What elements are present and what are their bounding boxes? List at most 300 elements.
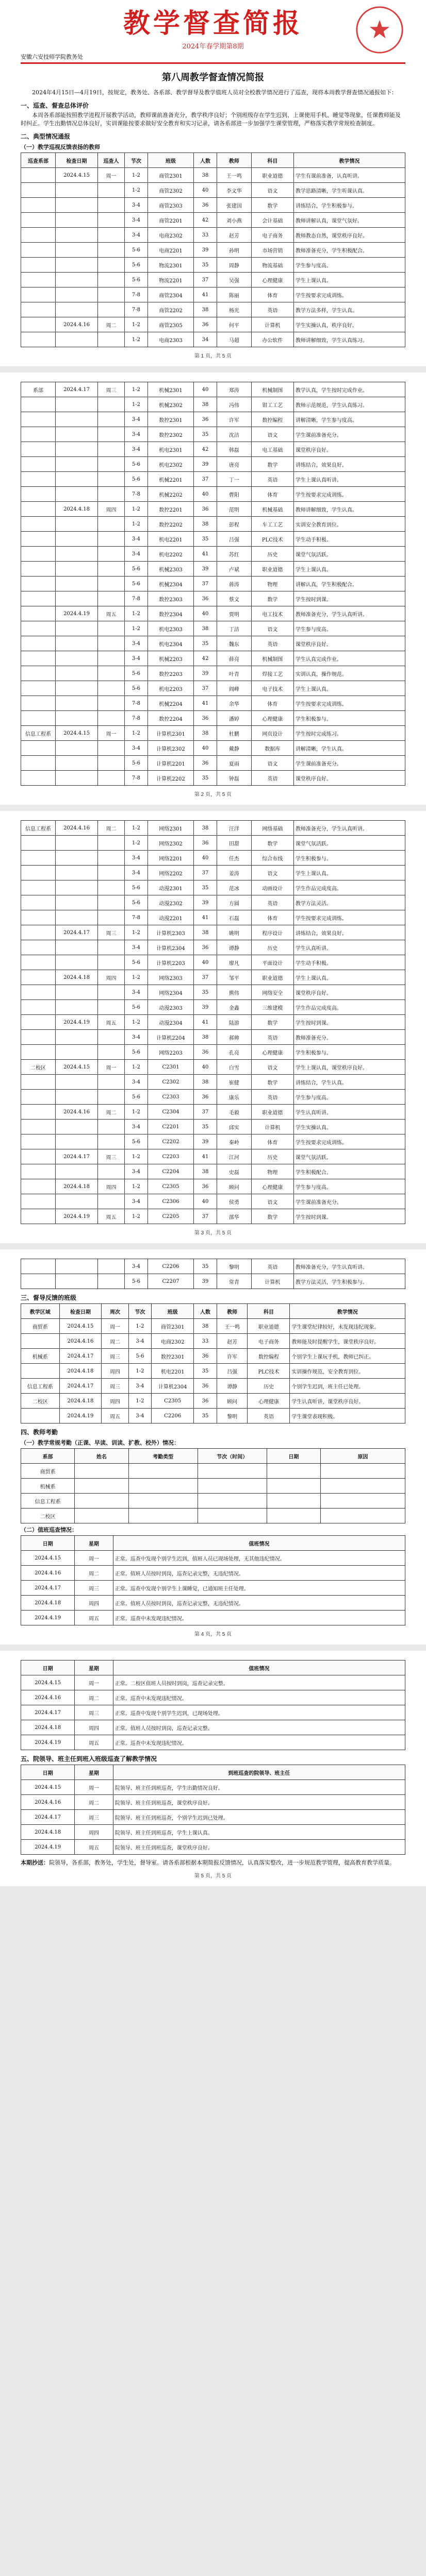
table-cell: 何平 — [217, 317, 251, 332]
table-cell: 综合布线 — [251, 851, 293, 866]
table-cell — [56, 547, 98, 562]
table-cell: 37 — [194, 472, 217, 487]
table-cell: 38 — [194, 517, 217, 532]
table-cell: 语文 — [251, 621, 293, 636]
table-cell: 2024.4.17 — [56, 382, 98, 397]
table-cell: 顾问 — [217, 1179, 251, 1194]
table-row — [21, 1274, 405, 1289]
table-cell: 37 — [194, 273, 217, 287]
table-cell — [267, 1479, 320, 1494]
table-row — [21, 382, 405, 397]
table-row — [21, 1164, 405, 1179]
table-cell — [56, 851, 98, 866]
column-header: 考勤类型 — [128, 1449, 198, 1464]
table-cell: 5-6 — [125, 457, 148, 472]
table-cell: 40 — [194, 851, 217, 866]
table-cell: 41 — [194, 1015, 217, 1030]
table-cell — [21, 651, 56, 666]
column-header: 日期 — [21, 1660, 75, 1675]
table-cell — [21, 940, 56, 955]
table-cell: 熊伟 — [217, 985, 251, 1000]
table-cell: 钟磊 — [217, 771, 251, 786]
table-cell: 周一 — [75, 1551, 113, 1566]
table-cell: 机电2203 — [148, 681, 193, 696]
page-number: 第 5 页，共 5 页 — [194, 1873, 232, 1879]
table-cell: 2024.4.16 — [56, 821, 98, 836]
table-cell: 信息工程系 — [21, 821, 56, 836]
table-cell: 2024.4.17 — [56, 925, 98, 940]
table-cell: 讲练结合，效果良好。 — [293, 457, 405, 472]
table-cell: 1-2 — [125, 183, 148, 198]
table-row — [21, 1551, 405, 1566]
table-cell: 39 — [194, 1274, 217, 1289]
table-cell: 蔡文 — [217, 591, 251, 606]
table-cell: 7-8 — [125, 287, 148, 302]
table-cell: 学生上课认真。 — [293, 866, 405, 880]
table-cell: 叶青 — [217, 666, 251, 681]
table-cell: 1-2 — [125, 821, 148, 836]
table-cell: 邱实 — [217, 1120, 251, 1134]
table-cell: 学生按时到课。 — [293, 1209, 405, 1224]
table-cell: 讲解清晰，学生参与度高。 — [293, 412, 405, 427]
table-cell — [97, 1259, 124, 1274]
table-cell: 个别学生迟到，班主任已处理。 — [290, 1379, 405, 1394]
table-cell: 3-4 — [125, 636, 148, 651]
table-cell: 周四 — [97, 970, 124, 985]
table-cell: 40 — [194, 606, 217, 621]
table-cell: 35 — [194, 880, 217, 895]
table-cell: 机械系 — [21, 1479, 75, 1494]
table-cell: 7-8 — [125, 696, 148, 711]
table-cell: 数学 — [251, 1209, 293, 1224]
table-cell — [97, 1000, 124, 1015]
table-row — [21, 487, 405, 502]
table-cell: C2206 — [152, 1409, 194, 1423]
table-cell: 教师准备充分，学生积极配合。 — [293, 243, 405, 258]
table-cell — [21, 287, 56, 302]
page-3 — [0, 811, 426, 1243]
table-cell: 33 — [194, 228, 217, 243]
table-cell — [56, 910, 98, 925]
table-row — [21, 851, 405, 866]
table-cell: 2024.4.15 — [21, 1780, 75, 1795]
table-cell: 5-6 — [125, 562, 148, 577]
table-cell: 41 — [194, 910, 217, 925]
column-header: 人数 — [194, 153, 217, 168]
table-cell: 3-4 — [128, 1334, 152, 1349]
table-cell: 数控2302 — [148, 427, 193, 442]
table-cell: 3-4 — [125, 198, 148, 213]
table-cell: 周静 — [217, 258, 251, 273]
table-cell: 学生参与度高。 — [293, 621, 405, 636]
table-cell: 周三 — [97, 382, 124, 397]
table-cell: 丁一 — [217, 472, 251, 487]
table-row — [21, 1494, 405, 1509]
table-cell — [97, 442, 124, 457]
table-cell: 魏东 — [217, 636, 251, 651]
table-cell: 正常。巡查中发现个别学生迟到，已现场处理。 — [113, 1705, 405, 1720]
table-cell — [97, 287, 124, 302]
table-cell: 机电2201 — [148, 532, 193, 547]
page-2 — [0, 372, 426, 805]
table-cell: 孔亮 — [217, 1045, 251, 1060]
table-cell: 周三 — [75, 1705, 113, 1720]
table-cell — [21, 1000, 56, 1015]
table-cell: 会计基础 — [251, 213, 293, 228]
section-1-text: 本周各系部能按照教学进程开展教学活动，教师课前准备充分，教学秩序良好；个别班级存在学生迟到、上课使用手机、睡觉等现象，任课教师能及时纠正。学生出勤情况总体良好，实训课能按要求做好安全教育和实习记录，请各系部进一步加强学生课堂管理，严格落实教学常规检查制度。 — [21, 112, 401, 127]
table-row — [21, 472, 405, 487]
table-cell: 3-4 — [128, 1409, 152, 1423]
table-cell: C2302 — [148, 1075, 193, 1090]
table-cell: 钳工工艺 — [251, 397, 293, 412]
table-cell — [21, 1364, 60, 1379]
table-cell — [97, 258, 124, 273]
table-cell: 孙明 — [217, 243, 251, 258]
table-cell: 周四 — [102, 1394, 128, 1409]
table-cell: 周四 — [102, 1364, 128, 1379]
table-cell: 机械2202 — [148, 487, 193, 502]
table-row — [21, 547, 405, 562]
table-cell: 36 — [194, 317, 217, 332]
table-cell: 周四 — [75, 1720, 113, 1735]
table-row — [21, 397, 405, 412]
table-cell: 教师讲解认真，课堂气氛好。 — [293, 213, 405, 228]
table-cell: 35 — [194, 1259, 217, 1274]
table-cell: 2024.4.16 — [21, 1795, 75, 1810]
table-cell: 蒋涛 — [217, 577, 251, 591]
table-cell: 数控2204 — [148, 711, 193, 726]
column-header: 值班情况 — [113, 1536, 405, 1551]
table-cell — [21, 547, 56, 562]
table-cell — [56, 681, 98, 696]
table-cell: 信息工程系 — [21, 1494, 75, 1509]
praise-table-part3 — [21, 820, 405, 1224]
table-cell: 机械2301 — [148, 382, 193, 397]
table-cell: 35 — [194, 1120, 217, 1134]
table-cell — [97, 866, 124, 880]
table-cell — [97, 756, 124, 771]
table-row — [21, 502, 405, 517]
table-cell — [97, 711, 124, 726]
table-row — [21, 1611, 405, 1625]
table-cell: 38 — [194, 397, 217, 412]
table-cell: 2024.4.19 — [56, 1015, 98, 1030]
leader-visit-table — [21, 1765, 405, 1855]
table-cell — [97, 397, 124, 412]
table-cell: 3-4 — [125, 228, 148, 243]
table-cell: 5-6 — [125, 681, 148, 696]
table-row — [21, 985, 405, 1000]
table-cell: 黎明 — [217, 1259, 251, 1274]
table-row — [21, 821, 405, 836]
table-cell: 杨光 — [217, 302, 251, 317]
table-cell: 39 — [194, 1000, 217, 1015]
table-cell: 1-2 — [125, 836, 148, 851]
table-cell: 阎峰 — [217, 681, 251, 696]
table-cell: 37 — [194, 866, 217, 880]
table-cell: 语文 — [251, 866, 293, 880]
table-cell: C2305 — [152, 1394, 194, 1409]
table-cell — [21, 711, 56, 726]
table-cell: 教师讲解细致，学生认真。 — [293, 502, 405, 517]
table-row — [21, 1209, 405, 1224]
table-cell — [56, 836, 98, 851]
table-cell: 语文 — [251, 1194, 293, 1209]
table-cell: 2024.4.16 — [56, 317, 98, 332]
table-cell: 3-4 — [125, 866, 148, 880]
table-cell: 38 — [194, 821, 217, 836]
table-cell: 周四 — [75, 1596, 113, 1611]
table-cell: 动画设计 — [251, 880, 293, 895]
table-cell — [75, 1479, 128, 1494]
table-cell: 院领导、班主任到班巡查，课堂秩序良好。 — [113, 1840, 405, 1855]
table-cell: 1-2 — [125, 1149, 148, 1164]
table-cell: 2024.4.18 — [56, 1179, 98, 1194]
table-row — [21, 1030, 405, 1045]
table-cell: 5-6 — [125, 880, 148, 895]
column-header: 科目 — [248, 1304, 290, 1319]
page-number: 第 4 页，共 5 页 — [194, 1632, 232, 1637]
column-header: 原因 — [321, 1449, 405, 1464]
table-cell: 教学思路清晰，学生听课认真。 — [293, 183, 405, 198]
table-cell — [21, 1259, 56, 1274]
table-cell — [21, 1409, 60, 1423]
table-cell: 学生按要求完成训练。 — [293, 287, 405, 302]
table-row — [21, 287, 405, 302]
table-cell: 40 — [194, 1060, 217, 1075]
table-cell: 教学认真，学生按时完成作业。 — [293, 382, 405, 397]
table-cell: 周三 — [75, 1581, 113, 1596]
table-cell — [21, 636, 56, 651]
table-cell: 计算机2301 — [148, 726, 193, 741]
table-cell: 数学 — [251, 591, 293, 606]
table-cell: 彭程 — [217, 517, 251, 532]
table-row — [21, 1409, 405, 1423]
table-cell: 37 — [194, 1105, 217, 1120]
table-cell: 英语 — [251, 636, 293, 651]
table-cell: 42 — [194, 651, 217, 666]
table-row — [21, 771, 405, 786]
table-cell: 正常。巡查中发现个别学生上课睡觉，已通知班主任处理。 — [113, 1581, 405, 1596]
table-cell: 数学 — [251, 1075, 293, 1090]
table-cell: 电子商务 — [248, 1334, 290, 1349]
table-cell: 5-6 — [125, 666, 148, 681]
table-cell: 商贸系 — [21, 1319, 60, 1334]
table-cell — [56, 442, 98, 457]
table-cell — [97, 651, 124, 666]
table-cell: C2301 — [148, 1060, 193, 1075]
table-cell — [97, 487, 124, 502]
table-cell: 5-6 — [125, 258, 148, 273]
table-cell: 丁洁 — [217, 621, 251, 636]
table-cell: 1-2 — [125, 606, 148, 621]
table-cell: 计算机 — [251, 1120, 293, 1134]
table-cell: 40 — [194, 382, 217, 397]
table-cell: 周四 — [97, 502, 124, 517]
table-cell: 2024.4.18 — [56, 502, 98, 517]
table-cell — [56, 1030, 98, 1045]
table-cell: 商管2304 — [148, 287, 193, 302]
table-cell — [97, 532, 124, 547]
table-cell: 郑涛 — [217, 382, 251, 397]
table-cell: 37 — [194, 681, 217, 696]
table-cell — [21, 1075, 56, 1090]
table-cell — [75, 1509, 128, 1523]
table-cell: 教师准备充分，学生认真听讲。 — [293, 1259, 405, 1274]
table-cell: 动漫2304 — [148, 1015, 193, 1030]
table-cell: 余华 — [217, 696, 251, 711]
supervision-class-table — [21, 1303, 405, 1423]
table-cell: 36 — [194, 1045, 217, 1060]
table-cell: 冯伟 — [217, 397, 251, 412]
table-cell: 学生课堂纪律较好，未发现违纪现象。 — [290, 1319, 405, 1334]
table-cell: 周三 — [102, 1379, 128, 1394]
table-cell — [97, 228, 124, 243]
duty-table-main — [21, 1535, 405, 1625]
table-cell: 王一鸣 — [217, 168, 251, 183]
table-cell: 学生上课认真听讲。 — [293, 472, 405, 487]
table-cell: 学生认真听讲。 — [293, 940, 405, 955]
table-cell: 职业道德 — [251, 970, 293, 985]
table-row — [21, 1509, 405, 1523]
table-cell: 5-6 — [125, 577, 148, 591]
table-cell: 34 — [194, 332, 217, 347]
table-cell: 职业道德 — [248, 1319, 290, 1334]
column-header: 星期 — [75, 1536, 113, 1551]
table-cell — [21, 741, 56, 756]
table-row — [21, 711, 405, 726]
table-cell: 历史 — [251, 940, 293, 955]
table-cell: 语文 — [251, 1060, 293, 1075]
table-cell: 体育 — [251, 910, 293, 925]
table-cell: 周二 — [75, 1795, 113, 1810]
table-cell — [56, 1000, 98, 1015]
table-cell — [97, 666, 124, 681]
table-cell: 计算机2203 — [148, 955, 193, 970]
table-cell — [198, 1494, 267, 1509]
table-row — [21, 955, 405, 970]
table-cell: 史磊 — [217, 1164, 251, 1179]
table-cell — [56, 457, 98, 472]
table-cell: 3-4 — [125, 412, 148, 427]
table-cell: 40 — [194, 955, 217, 970]
table-cell — [21, 517, 56, 532]
table-cell: 39 — [194, 666, 217, 681]
table-cell — [97, 1045, 124, 1060]
table-cell: 吕强 — [217, 532, 251, 547]
table-cell — [21, 472, 56, 487]
table-row — [21, 213, 405, 228]
table-row — [21, 1000, 405, 1015]
column-header: 班级 — [152, 1304, 194, 1319]
table-cell: 机电2304 — [148, 636, 193, 651]
table-row — [21, 1705, 405, 1720]
table-row — [21, 866, 405, 880]
masthead-title: 教学督查简报 — [123, 8, 303, 39]
table-cell: 课堂秩序良好。 — [293, 985, 405, 1000]
table-cell: 常青 — [217, 1274, 251, 1289]
table-cell: 市场营销 — [251, 243, 293, 258]
table-cell — [97, 273, 124, 287]
table-cell — [97, 895, 124, 910]
table-cell: C2204 — [148, 1164, 193, 1179]
column-header: 星期 — [75, 1765, 113, 1780]
table-cell — [97, 1120, 124, 1134]
table-row — [21, 666, 405, 681]
table-cell: 学生上课认真。 — [293, 273, 405, 287]
table-cell — [56, 1194, 98, 1209]
table-cell: 39 — [194, 457, 217, 472]
table-cell: 3-4 — [125, 442, 148, 457]
section-2-1-heading: （一）教学巡视反馈表扬的教师 — [21, 144, 100, 150]
table-row — [21, 836, 405, 851]
table-cell: 学生参与度高。 — [293, 258, 405, 273]
table-cell: 语文 — [251, 427, 293, 442]
table-cell: 商管2303 — [148, 198, 193, 213]
table-cell: 周五 — [75, 1611, 113, 1625]
table-cell — [56, 577, 98, 591]
table-row — [21, 198, 405, 213]
table-cell: 心理健康 — [251, 711, 293, 726]
table-cell — [56, 711, 98, 726]
table-cell — [97, 1134, 124, 1149]
table-cell — [56, 517, 98, 532]
table-row — [21, 1364, 405, 1379]
table-cell — [21, 1120, 56, 1134]
table-cell: 数据库 — [251, 741, 293, 756]
table-cell: 网络2202 — [148, 866, 193, 880]
column-header: 科目 — [251, 153, 293, 168]
table-cell: 课堂气氛活跃。 — [293, 836, 405, 851]
table-cell — [21, 213, 56, 228]
table-row — [21, 895, 405, 910]
table-cell: 范冰 — [217, 880, 251, 895]
table-cell: 36 — [194, 198, 217, 213]
table-cell — [97, 577, 124, 591]
table-cell — [21, 168, 56, 183]
table-cell: 3-4 — [125, 741, 148, 756]
table-cell: 37 — [194, 577, 217, 591]
table-cell: 39 — [194, 562, 217, 577]
table-cell: 方圆 — [217, 895, 251, 910]
table-row — [21, 183, 405, 198]
report-title: 第八周教学督查情况简报 — [162, 72, 264, 83]
table-cell — [56, 532, 98, 547]
table-cell: 学生按时到课。 — [293, 1015, 405, 1030]
table-cell: 讲练结合，学生认真。 — [293, 1075, 405, 1090]
table-cell — [97, 880, 124, 895]
table-cell: 心理健康 — [251, 1045, 293, 1060]
table-cell: 赵芳 — [217, 228, 251, 243]
table-cell: 机械基础 — [251, 502, 293, 517]
table-cell: 周二 — [97, 821, 124, 836]
table-cell: 邵华 — [217, 1209, 251, 1224]
column-header: 节次 — [125, 153, 148, 168]
table-cell — [21, 1105, 56, 1120]
table-cell — [97, 412, 124, 427]
table-cell: 动漫2303 — [148, 1000, 193, 1015]
table-cell: 33 — [194, 1334, 217, 1349]
table-cell: 3-4 — [125, 1075, 148, 1090]
table-cell: C2303 — [148, 1090, 193, 1105]
table-cell — [128, 1494, 198, 1509]
table-row — [21, 1015, 405, 1030]
table-row — [21, 1120, 405, 1134]
table-cell: 田甜 — [217, 836, 251, 851]
column-header: 巡查系部 — [21, 153, 56, 168]
table-cell — [97, 955, 124, 970]
table-cell: 5-6 — [125, 1134, 148, 1149]
